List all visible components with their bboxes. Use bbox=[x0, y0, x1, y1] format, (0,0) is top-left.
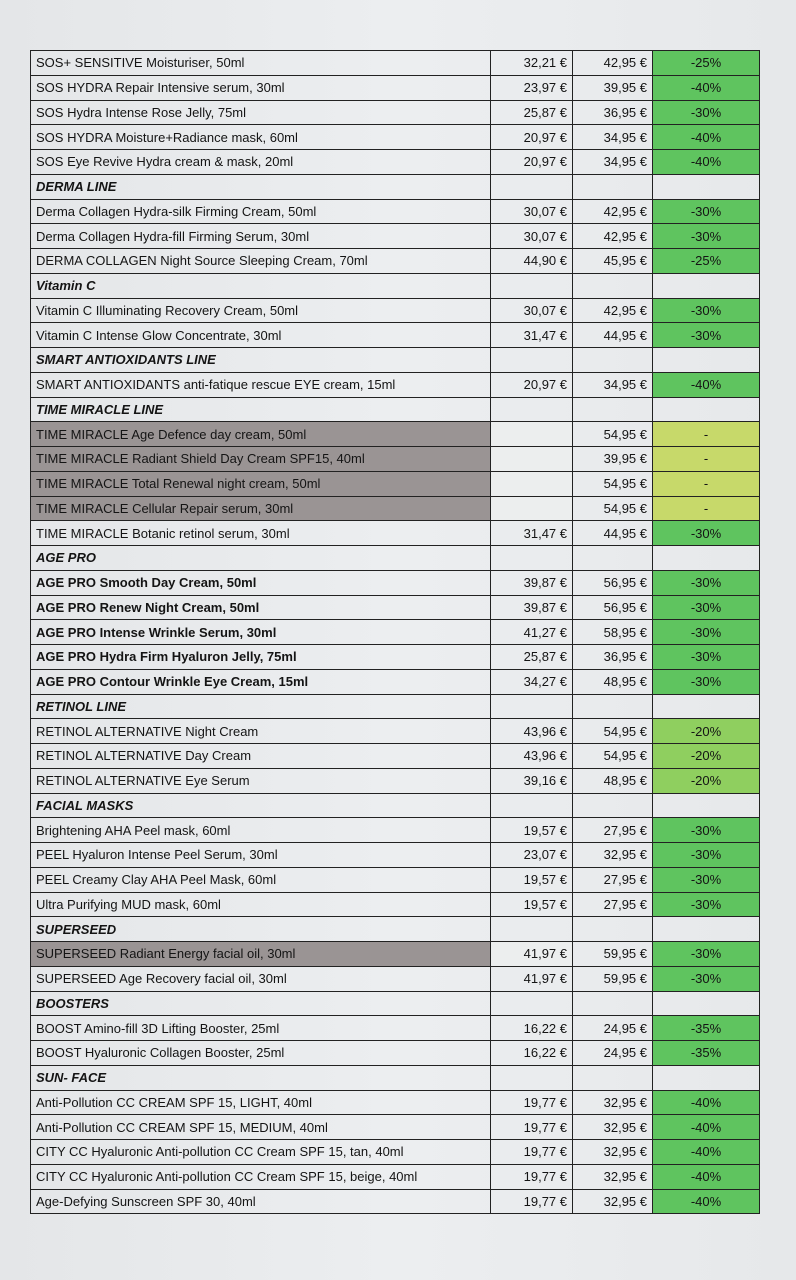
regular-price: 39,95 € bbox=[573, 75, 653, 100]
sale-price: 19,77 € bbox=[491, 1090, 573, 1115]
discount-badge bbox=[653, 174, 760, 199]
product-name: BOOST Amino-fill 3D Lifting Booster, 25ml bbox=[31, 1016, 491, 1041]
discount-badge: -30% bbox=[653, 645, 760, 670]
section-header-row bbox=[31, 917, 760, 942]
regular-price: 42,95 € bbox=[573, 51, 653, 76]
sale-price: 30,07 € bbox=[491, 298, 573, 323]
product-row bbox=[31, 595, 760, 620]
regular-price: 54,95 € bbox=[573, 471, 653, 496]
section-header-row bbox=[31, 793, 760, 818]
discount-badge: -30% bbox=[653, 818, 760, 843]
sale-price: 25,87 € bbox=[491, 645, 573, 670]
discount-badge: -30% bbox=[653, 669, 760, 694]
product-row bbox=[31, 867, 760, 892]
discount-badge bbox=[653, 917, 760, 942]
regular-price: 48,95 € bbox=[573, 768, 653, 793]
product-name: TIME MIRACLE Age Defence day cream, 50ml bbox=[31, 422, 491, 447]
product-row bbox=[31, 1016, 760, 1041]
sale-price: 31,47 € bbox=[491, 521, 573, 546]
product-row bbox=[31, 1115, 760, 1140]
product-row bbox=[31, 645, 760, 670]
regular-price bbox=[573, 174, 653, 199]
product-row bbox=[31, 942, 760, 967]
sale-price: 39,16 € bbox=[491, 768, 573, 793]
product-name: SUPERSEED Age Recovery facial oil, 30ml bbox=[31, 966, 491, 991]
regular-price: 24,95 € bbox=[573, 1041, 653, 1066]
sale-price: 41,97 € bbox=[491, 942, 573, 967]
regular-price: 44,95 € bbox=[573, 323, 653, 348]
section-header-row bbox=[31, 174, 760, 199]
discount-badge: -30% bbox=[653, 100, 760, 125]
product-row bbox=[31, 1189, 760, 1214]
product-row bbox=[31, 323, 760, 348]
regular-price: 45,95 € bbox=[573, 249, 653, 274]
regular-price: 48,95 € bbox=[573, 669, 653, 694]
section-title: AGE PRO bbox=[31, 546, 491, 571]
sale-price: 23,07 € bbox=[491, 843, 573, 868]
regular-price bbox=[573, 546, 653, 571]
regular-price: 27,95 € bbox=[573, 867, 653, 892]
product-row bbox=[31, 298, 760, 323]
sale-price bbox=[491, 991, 573, 1016]
product-name: TIME MIRACLE Radiant Shield Day Cream SPF15, 40ml bbox=[31, 447, 491, 472]
product-name: Derma Collagen Hydra-fill Firming Serum, 30ml bbox=[31, 224, 491, 249]
sale-price: 19,57 € bbox=[491, 818, 573, 843]
discount-badge: -30% bbox=[653, 843, 760, 868]
regular-price: 54,95 € bbox=[573, 744, 653, 769]
regular-price: 27,95 € bbox=[573, 892, 653, 917]
regular-price: 24,95 € bbox=[573, 1016, 653, 1041]
section-header-row bbox=[31, 348, 760, 373]
product-name: Vitamin C Illuminating Recovery Cream, 50ml bbox=[31, 298, 491, 323]
sale-price bbox=[491, 917, 573, 942]
section-title: SUN- FACE bbox=[31, 1065, 491, 1090]
regular-price: 34,95 € bbox=[573, 125, 653, 150]
discount-badge: -20% bbox=[653, 768, 760, 793]
sale-price bbox=[491, 793, 573, 818]
section-header-row bbox=[31, 273, 760, 298]
product-name: AGE PRO Contour Wrinkle Eye Cream, 15ml bbox=[31, 669, 491, 694]
sale-price bbox=[491, 397, 573, 422]
product-name: Brightening AHA Peel mask, 60ml bbox=[31, 818, 491, 843]
discount-badge: -30% bbox=[653, 942, 760, 967]
sale-price bbox=[491, 471, 573, 496]
regular-price: 32,95 € bbox=[573, 843, 653, 868]
discount-badge: -30% bbox=[653, 620, 760, 645]
discount-badge: - bbox=[653, 471, 760, 496]
regular-price bbox=[573, 397, 653, 422]
sale-price: 19,77 € bbox=[491, 1189, 573, 1214]
product-name: SOS+ SENSITIVE Moisturiser, 50ml bbox=[31, 51, 491, 76]
regular-price: 56,95 € bbox=[573, 595, 653, 620]
product-name: DERMA COLLAGEN Night Source Sleeping Cream, 70ml bbox=[31, 249, 491, 274]
product-row bbox=[31, 150, 760, 175]
discount-badge bbox=[653, 273, 760, 298]
sale-price bbox=[491, 174, 573, 199]
section-header-row bbox=[31, 694, 760, 719]
sale-price: 16,22 € bbox=[491, 1041, 573, 1066]
sale-price bbox=[491, 496, 573, 521]
sale-price: 30,07 € bbox=[491, 224, 573, 249]
sale-price: 30,07 € bbox=[491, 199, 573, 224]
product-row bbox=[31, 818, 760, 843]
discount-badge: -20% bbox=[653, 719, 760, 744]
product-row bbox=[31, 422, 760, 447]
sale-price bbox=[491, 422, 573, 447]
regular-price: 44,95 € bbox=[573, 521, 653, 546]
discount-badge bbox=[653, 694, 760, 719]
discount-badge: -25% bbox=[653, 51, 760, 76]
discount-badge bbox=[653, 793, 760, 818]
product-name: AGE PRO Intense Wrinkle Serum, 30ml bbox=[31, 620, 491, 645]
section-title: RETINOL LINE bbox=[31, 694, 491, 719]
price-table bbox=[30, 50, 760, 1214]
sale-price: 43,96 € bbox=[491, 744, 573, 769]
regular-price: 34,95 € bbox=[573, 150, 653, 175]
discount-badge: -40% bbox=[653, 125, 760, 150]
product-row bbox=[31, 966, 760, 991]
discount-badge: -30% bbox=[653, 570, 760, 595]
product-name: AGE PRO Smooth Day Cream, 50ml bbox=[31, 570, 491, 595]
product-row bbox=[31, 1164, 760, 1189]
product-row bbox=[31, 75, 760, 100]
regular-price bbox=[573, 694, 653, 719]
sale-price: 23,97 € bbox=[491, 75, 573, 100]
price-table-body bbox=[31, 51, 760, 1214]
product-row bbox=[31, 768, 760, 793]
product-name: RETINOL ALTERNATIVE Day Cream bbox=[31, 744, 491, 769]
regular-price: 54,95 € bbox=[573, 496, 653, 521]
regular-price: 42,95 € bbox=[573, 224, 653, 249]
product-name: SOS Hydra Intense Rose Jelly, 75ml bbox=[31, 100, 491, 125]
product-name: TIME MIRACLE Total Renewal night cream, 50ml bbox=[31, 471, 491, 496]
sale-price: 19,57 € bbox=[491, 867, 573, 892]
product-name: PEEL Hyaluron Intense Peel Serum, 30ml bbox=[31, 843, 491, 868]
discount-badge bbox=[653, 348, 760, 373]
sale-price: 43,96 € bbox=[491, 719, 573, 744]
discount-badge bbox=[653, 397, 760, 422]
sale-price bbox=[491, 273, 573, 298]
regular-price: 36,95 € bbox=[573, 645, 653, 670]
sale-price: 25,87 € bbox=[491, 100, 573, 125]
product-row bbox=[31, 447, 760, 472]
section-title: SUPERSEED bbox=[31, 917, 491, 942]
section-header-row bbox=[31, 546, 760, 571]
product-name: TIME MIRACLE Cellular Repair serum, 30ml bbox=[31, 496, 491, 521]
discount-badge: -25% bbox=[653, 249, 760, 274]
discount-badge: -40% bbox=[653, 75, 760, 100]
product-row bbox=[31, 496, 760, 521]
regular-price: 32,95 € bbox=[573, 1140, 653, 1165]
product-row bbox=[31, 249, 760, 274]
sale-price bbox=[491, 348, 573, 373]
regular-price: 36,95 € bbox=[573, 100, 653, 125]
regular-price: 32,95 € bbox=[573, 1115, 653, 1140]
section-header-row bbox=[31, 397, 760, 422]
product-name: Vitamin C Intense Glow Concentrate, 30ml bbox=[31, 323, 491, 348]
sale-price: 19,57 € bbox=[491, 892, 573, 917]
discount-badge: - bbox=[653, 422, 760, 447]
sale-price: 31,47 € bbox=[491, 323, 573, 348]
section-title: BOOSTERS bbox=[31, 991, 491, 1016]
regular-price: 32,95 € bbox=[573, 1090, 653, 1115]
sale-price: 20,97 € bbox=[491, 372, 573, 397]
discount-badge: -40% bbox=[653, 1090, 760, 1115]
discount-badge: -40% bbox=[653, 1140, 760, 1165]
discount-badge: -30% bbox=[653, 867, 760, 892]
sale-price: 16,22 € bbox=[491, 1016, 573, 1041]
product-row bbox=[31, 125, 760, 150]
product-row bbox=[31, 620, 760, 645]
regular-price: 54,95 € bbox=[573, 719, 653, 744]
regular-price bbox=[573, 793, 653, 818]
sale-price bbox=[491, 546, 573, 571]
product-row bbox=[31, 100, 760, 125]
product-row bbox=[31, 372, 760, 397]
product-row bbox=[31, 224, 760, 249]
discount-badge: -30% bbox=[653, 199, 760, 224]
regular-price: 59,95 € bbox=[573, 966, 653, 991]
regular-price: 32,95 € bbox=[573, 1164, 653, 1189]
section-title: FACIAL MASKS bbox=[31, 793, 491, 818]
section-title: Vitamin C bbox=[31, 273, 491, 298]
discount-badge: -40% bbox=[653, 1164, 760, 1189]
sale-price bbox=[491, 447, 573, 472]
regular-price bbox=[573, 348, 653, 373]
product-row bbox=[31, 719, 760, 744]
product-name: SUPERSEED Radiant Energy facial oil, 30ml bbox=[31, 942, 491, 967]
section-title: DERMA LINE bbox=[31, 174, 491, 199]
discount-badge: - bbox=[653, 447, 760, 472]
discount-badge: -40% bbox=[653, 1189, 760, 1214]
product-row bbox=[31, 51, 760, 76]
discount-badge: -20% bbox=[653, 744, 760, 769]
sale-price: 19,77 € bbox=[491, 1115, 573, 1140]
discount-badge bbox=[653, 1065, 760, 1090]
sale-price: 44,90 € bbox=[491, 249, 573, 274]
product-name: Anti-Pollution CC CREAM SPF 15, LIGHT, 40ml bbox=[31, 1090, 491, 1115]
product-name: PEEL Creamy Clay AHA Peel Mask, 60ml bbox=[31, 867, 491, 892]
regular-price: 27,95 € bbox=[573, 818, 653, 843]
product-row bbox=[31, 892, 760, 917]
discount-badge: -40% bbox=[653, 372, 760, 397]
discount-badge bbox=[653, 546, 760, 571]
discount-badge: -30% bbox=[653, 595, 760, 620]
regular-price: 42,95 € bbox=[573, 199, 653, 224]
product-row bbox=[31, 843, 760, 868]
section-header-row bbox=[31, 991, 760, 1016]
discount-badge: -30% bbox=[653, 966, 760, 991]
sale-price: 20,97 € bbox=[491, 125, 573, 150]
regular-price: 59,95 € bbox=[573, 942, 653, 967]
sale-price bbox=[491, 694, 573, 719]
section-header-row bbox=[31, 1065, 760, 1090]
product-name: SOS Eye Revive Hydra cream & mask, 20ml bbox=[31, 150, 491, 175]
sale-price: 41,97 € bbox=[491, 966, 573, 991]
discount-badge: -30% bbox=[653, 323, 760, 348]
product-row bbox=[31, 1090, 760, 1115]
sale-price bbox=[491, 1065, 573, 1090]
product-row bbox=[31, 744, 760, 769]
product-name: SMART ANTIOXIDANTS anti-fatique rescue EYE cream, 15ml bbox=[31, 372, 491, 397]
sale-price: 20,97 € bbox=[491, 150, 573, 175]
product-name: SOS HYDRA Moisture+Radiance mask, 60ml bbox=[31, 125, 491, 150]
section-title: SMART ANTIOXIDANTS LINE bbox=[31, 348, 491, 373]
product-name: SOS HYDRA Repair Intensive serum, 30ml bbox=[31, 75, 491, 100]
product-name: RETINOL ALTERNATIVE Eye Serum bbox=[31, 768, 491, 793]
product-name: TIME MIRACLE Botanic retinol serum, 30ml bbox=[31, 521, 491, 546]
regular-price: 58,95 € bbox=[573, 620, 653, 645]
product-name: Derma Collagen Hydra-silk Firming Cream, 50ml bbox=[31, 199, 491, 224]
sale-price: 32,21 € bbox=[491, 51, 573, 76]
regular-price: 56,95 € bbox=[573, 570, 653, 595]
regular-price bbox=[573, 1065, 653, 1090]
product-name: CITY CC Hyaluronic Anti-pollution CC Cream SPF 15, tan, 40ml bbox=[31, 1140, 491, 1165]
product-name: Age-Defying Sunscreen SPF 30, 40ml bbox=[31, 1189, 491, 1214]
sale-price: 39,87 € bbox=[491, 570, 573, 595]
regular-price bbox=[573, 917, 653, 942]
discount-badge bbox=[653, 991, 760, 1016]
product-name: Anti-Pollution CC CREAM SPF 15, MEDIUM, 40ml bbox=[31, 1115, 491, 1140]
regular-price bbox=[573, 273, 653, 298]
product-row bbox=[31, 1041, 760, 1066]
discount-badge: -30% bbox=[653, 224, 760, 249]
regular-price: 54,95 € bbox=[573, 422, 653, 447]
product-row bbox=[31, 521, 760, 546]
sale-price: 39,87 € bbox=[491, 595, 573, 620]
discount-badge: -35% bbox=[653, 1016, 760, 1041]
product-row bbox=[31, 471, 760, 496]
sale-price: 41,27 € bbox=[491, 620, 573, 645]
sale-price: 19,77 € bbox=[491, 1164, 573, 1189]
product-name: Ultra Purifying MUD mask, 60ml bbox=[31, 892, 491, 917]
discount-badge: -35% bbox=[653, 1041, 760, 1066]
discount-badge: - bbox=[653, 496, 760, 521]
product-name: RETINOL ALTERNATIVE Night Cream bbox=[31, 719, 491, 744]
regular-price: 32,95 € bbox=[573, 1189, 653, 1214]
product-name: AGE PRO Hydra Firm Hyaluron Jelly, 75ml bbox=[31, 645, 491, 670]
discount-badge: -30% bbox=[653, 892, 760, 917]
discount-badge: -40% bbox=[653, 150, 760, 175]
regular-price: 34,95 € bbox=[573, 372, 653, 397]
product-row bbox=[31, 669, 760, 694]
sale-price: 34,27 € bbox=[491, 669, 573, 694]
regular-price bbox=[573, 991, 653, 1016]
regular-price: 42,95 € bbox=[573, 298, 653, 323]
discount-badge: -40% bbox=[653, 1115, 760, 1140]
product-name: CITY CC Hyaluronic Anti-pollution CC Cream SPF 15, beige, 40ml bbox=[31, 1164, 491, 1189]
product-row bbox=[31, 570, 760, 595]
product-name: BOOST Hyaluronic Collagen Booster, 25ml bbox=[31, 1041, 491, 1066]
product-name: AGE PRO Renew Night Cream, 50ml bbox=[31, 595, 491, 620]
section-title: TIME MIRACLE LINE bbox=[31, 397, 491, 422]
regular-price: 39,95 € bbox=[573, 447, 653, 472]
discount-badge: -30% bbox=[653, 521, 760, 546]
sale-price: 19,77 € bbox=[491, 1140, 573, 1165]
product-row bbox=[31, 199, 760, 224]
discount-badge: -30% bbox=[653, 298, 760, 323]
product-row bbox=[31, 1140, 760, 1165]
